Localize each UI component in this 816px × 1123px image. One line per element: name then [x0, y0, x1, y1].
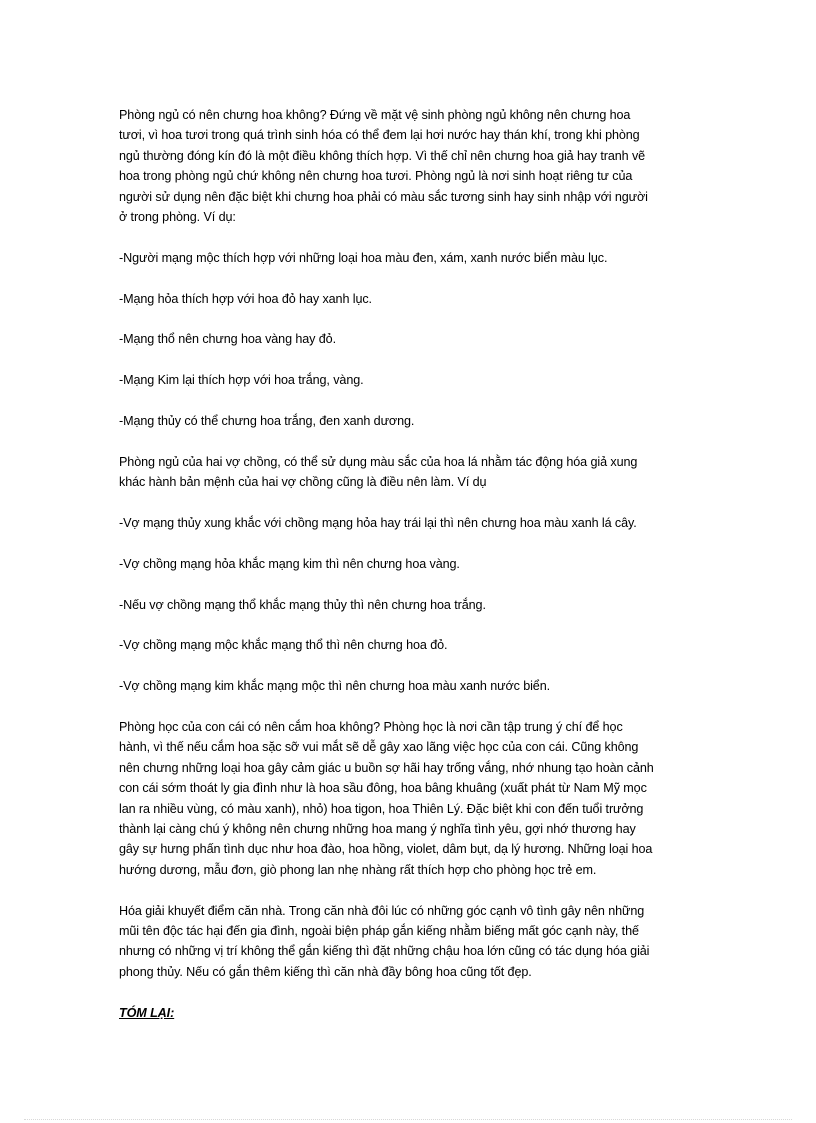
text-line: -Vợ chồng mạng mộc khắc mạng thổ thì nên chưng hoa đỏ.	[119, 638, 448, 653]
page-bottom-rule	[24, 1119, 792, 1120]
paragraph	[119, 554, 699, 574]
text-line: ngủ thường đóng kín đó là một điều không thích hợp. Vì thế chỉ nên chưng hoa giả hay tranh vẽ	[119, 148, 646, 163]
text-line: -Mạng Kim lại thích hợp với hoa trắng, vàng.	[119, 373, 364, 388]
text-line: người sử dụng nên đặc biệt khi chưng hoa phải có màu sắc tương sinh hay sinh nhập với người	[119, 189, 648, 204]
paragraph	[119, 370, 699, 390]
text-line: -Vợ mạng thủy xung khắc với chồng mạng hỏa hay trái lại thì nên chưng hoa màu xanh lá cây.	[119, 516, 637, 531]
text-line: khác hành bản mệnh của hai vợ chồng cũng là điều nên làm. Ví dụ	[119, 475, 487, 490]
text-line: hoa trong phòng ngủ chứ không nên chưng hoa tươi. Phòng ngủ là nơi sinh hoạt riêng tư của	[119, 169, 633, 184]
paragraph	[119, 513, 699, 533]
text-line: -Vợ chồng mạng hỏa khắc mạng kim thì nên chưng hoa vàng.	[119, 556, 460, 571]
text-line: lan ra nhiều vùng, có màu xanh), nhỏ) hoa tigon, hoa Thiên Lý. Đặc biệt khi con đến tuổi trưởng	[119, 801, 644, 816]
summary-heading: TÓM LẠI:	[119, 1005, 175, 1020]
text-line: -Vợ chồng mạng kim khắc mạng mộc thì nên chưng hoa màu xanh nước biển.	[119, 679, 551, 694]
text-line: -Nếu vợ chồng mạng thổ khắc mạng thủy thì nên chưng hoa trắng.	[119, 597, 486, 612]
text-line: Hóa giải khuyết điểm căn nhà. Trong căn nhà đôi lúc có những góc cạnh vô tình gây nên những	[119, 903, 645, 918]
paragraph	[119, 595, 699, 615]
paragraph	[119, 676, 699, 696]
paragraph	[119, 717, 699, 880]
text-line: nhưng có những vị trí không thể gắn kiếng thì đặt những chậu hoa lớn cũng có tác dụng hóa giải	[119, 944, 650, 959]
text-line: -Mạng thổ nên chưng hoa vàng hay đỏ.	[119, 332, 336, 347]
document-body	[119, 105, 699, 1023]
text-line: nên chưng những loại hoa gây cảm giác u buồn sợ hãi hay trống vắng, nhớ nhung tạo hoàn cảnh	[119, 760, 654, 775]
text-line: phong thủy. Nếu có gắn thêm kiếng thì căn nhà đầy bông hoa cũng tốt đẹp.	[119, 964, 532, 979]
text-line: ở trong phòng. Ví dụ:	[119, 210, 236, 225]
paragraph	[119, 105, 699, 227]
paragraph	[119, 901, 699, 983]
paragraph	[119, 289, 699, 309]
text-line: -Mạng thủy có thể chưng hoa trắng, đen xanh dương.	[119, 414, 415, 429]
text-line: Phòng ngủ có nên chưng hoa không? Đứng về mặt vệ sinh phòng ngủ không nên chưng hoa	[119, 108, 631, 122]
paragraph	[119, 635, 699, 655]
text-line: Phòng ngủ của hai vợ chồng, có thể sử dụng màu sắc của hoa lá nhằm tác động hóa giả xung	[119, 454, 638, 469]
paragraph	[119, 452, 699, 493]
paragraph	[119, 411, 699, 431]
text-line: hành, vì thế nếu cắm hoa sặc sỡ vui mắt sẽ dễ gây xao lãng việc học của con cái. Cũng không	[119, 740, 639, 755]
text-line: gây sự hưng phấn tình dục như hoa đào, hoa hồng, violet, dâm bụt, dạ lý hương. Những loại hoa	[119, 842, 653, 857]
text-line: thành lại càng chú ý không nên chưng những hoa mang ý nghĩa tình yêu, gợi nhớ thương hay	[119, 822, 636, 837]
paragraph	[119, 248, 699, 268]
text-line: mũi tên độc tác hại đến gia đình, ngoài biện pháp gắn kiếng nhằm biếng mất góc cạnh này, thế	[119, 924, 639, 939]
text-line: con cái sớm thoát ly gia đình như là hoa sầu đông, hoa bâng khuâng (xuất phát từ Nam Mỹ mọc	[119, 781, 647, 796]
text-line: -Người mạng mộc thích hợp với những loại hoa màu đen, xám, xanh nước biển màu lục.	[119, 250, 608, 265]
paragraph	[119, 329, 699, 349]
text-line: -Mạng hỏa thích hợp với hoa đỏ hay xanh lục.	[119, 291, 372, 306]
text-line: tươi, vì hoa tươi trong quá trình sinh hóa có thể đem lại hơi nước hay thán khí, trong khi phòng	[119, 128, 640, 143]
text-line: Phòng học của con cái có nên cắm hoa không? Phòng học là nơi cần tập trung ý chí để học	[119, 720, 623, 734]
text-line: hướng dương, mẫu đơn, giò phong lan nhẹ nhàng rất thích hợp cho phòng học trẻ em.	[119, 862, 597, 877]
